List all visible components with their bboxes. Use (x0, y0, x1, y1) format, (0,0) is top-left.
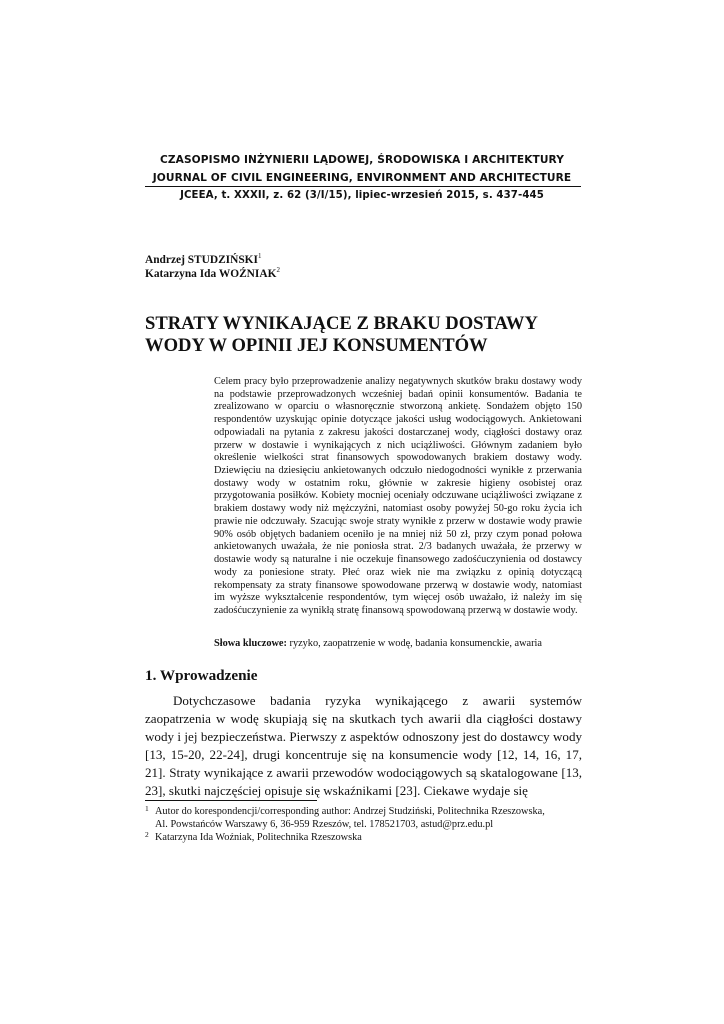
author-2 (145, 268, 280, 280)
abstract: Celem pracy było przeprowadzenie analizy negatywnych skutków braku dostawy wody na podstawie przeprowadzonych wcześniej badań opinii konsumentów. Badania te zrealizowano w oparciu o własnoręcznie stworzoną ankietę. Sondażem objęto 150 respondentów uzyskując opinie dotyczące jakości usług wodociągowych. Ankietowani odpowiadali na pytania z zakresu jakości dostarczanej wody, ciągłości dostawy oraz przerw w dostawie i wynikających z nich uciążliwości. Głównym zadaniem było określenie wielkości strat finansowych spowodowanych brakiem dostawy wody. Dziewięciu na dziesięciu ankietowanych odczuło niedogodności wynikłe z przerwania dostawy wody w ostatnim roku, głównie w zakresie higieny osobistej oraz przygotowania posiłków. Kobiety mocniej oceniały odczuwane uciążliwości związane z brakiem dostawy wody niż mężczyźni, natomiast osoby powyżej 50-go roku życia ich prawie nie odczuwały. Szacując swoje straty wynikłe z przerw w dostawie wody prawie 90% osób objętych badaniem oceniło je na mniej niż 50 zł, przy czym ponad połowa ankietowanych uważała, że nie poniosła strat. 2/3 badanych uważała, że przerwy w dostawie wody są naturalne i nie oczekuje finansowego zadośćuczynienia od dostawcy wody za poniesione straty. Płeć oraz wiek nie ma związku z opinią dotyczącą rekompensaty za straty finansowe spowodowane przerwą w dostawie wody, natomiast im wyższe wykształcenie respondentów, tym więcej osób uważało, iż należy im się zadośćuczynienie za wynikłą stratę finansową spowodowaną przerwą w dostawie wody. (214, 376, 582, 616)
section-body: Dotychczasowe badania ryzyka wynikającego z awarii systemów zaopatrzenia w wodę skupiają się na skutkach tych awarii dla ciągłości dostawy wody i jej bezpieczeństwa. Pierwszy z aspektów odnoszony jest do dostawcy wody [13, 15-20, 22-24], drugi koncentruje się na konsumencie wody [12, 14, 16, 17, 21]. Straty wynikające z awarii przewodów wodociągowych są skatalogowane [13, 23], skutki najczęściej opisuje się wskaźnikami [23]. Ciekawe wydaje się (145, 693, 582, 798)
journal-citation: JCEEA, t. XXXII, z. 62 (3/I/15), lipiec-wrzesień 2015, s. 437-445 (180, 190, 544, 201)
footnote-text: Autor do korespondencji/corresponding author: Andrzej Studziński, Politechnika Rzeszowska, (155, 806, 545, 817)
author-name: Katarzyna Ida WOŹNIAK (145, 268, 277, 280)
journal-name-polish: CZASOPISMO INŻYNIERII LĄDOWEJ, ŚRODOWISKA I ARCHITEKTURY (160, 154, 564, 166)
keywords-text: ryzyko, zaopatrzenie w wodę, badania konsumenckie, awaria (286, 638, 542, 649)
keywords (214, 638, 582, 651)
author-name: Andrzej STUDZIŃSKI (145, 254, 258, 266)
article-title: STRATY WYNIKAJĄCE Z BRAKU DOSTAWY WODY W OPINII JEJ KONSUMENTÓW (145, 313, 538, 356)
author-footnote-mark: 1 (257, 252, 262, 260)
section-heading: 1. Wprowadzenie (145, 667, 258, 684)
footnote-text: Katarzyna Ida Woźniak, Politechnika Rzeszowska (155, 832, 362, 843)
footnote-2: 2 Katarzyna Ida Woźniak, Politechnika Rzeszowska (145, 830, 362, 843)
author-footnote-mark: 2 (276, 266, 280, 274)
header-divider (145, 186, 581, 187)
journal-name-english: JOURNAL OF CIVIL ENGINEERING, ENVIRONMENT AND ARCHITECTURE (152, 172, 572, 184)
keywords-label: Słowa kluczowe: (214, 638, 287, 649)
footnote-text-continued: Al. Powstańców Warszawy 6, 36-959 Rzeszów, tel. 178521703, astud@prz.edu.pl (155, 818, 494, 830)
footnote-divider (145, 800, 317, 801)
author-1 (145, 254, 261, 266)
footnote-1: 1 Autor do korespondencji/corresponding author: Andrzej Studziński, Politechnika Rzeszowska, Al. Powstańców Warszawy 6, 36-959 Rzeszów, tel. 178521703, astud@prz.edu.pl (145, 804, 545, 830)
